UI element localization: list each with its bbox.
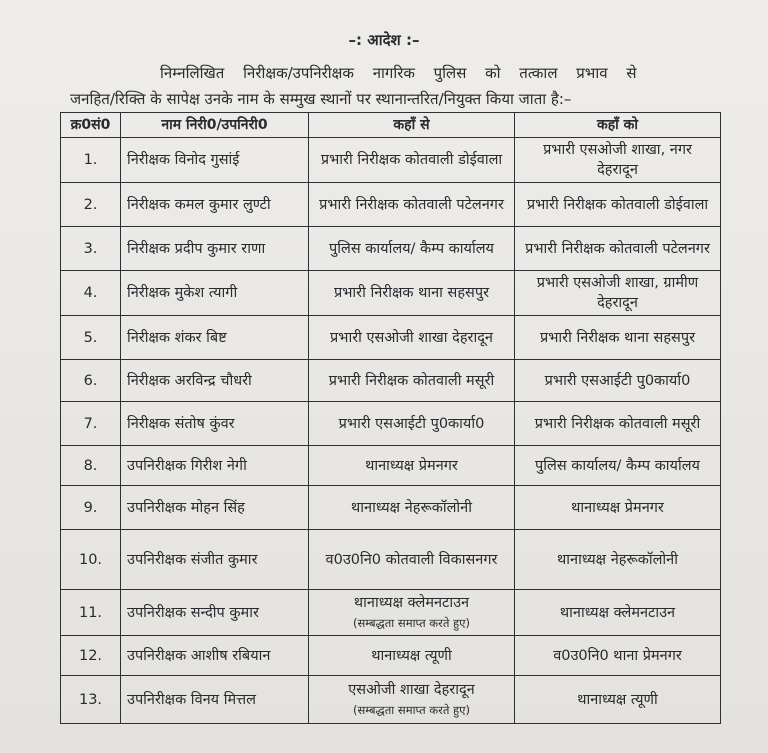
- order-heading: –: आदेश :–: [348, 31, 420, 49]
- to-posting-cell: थानाध्यक्ष नेहरूकॉलोनी: [515, 530, 721, 590]
- table-row: [61, 227, 721, 271]
- table-row: [61, 636, 721, 676]
- from-posting-text: प्रभारी निरीक्षक कोतवाली डोईवाला: [320, 152, 503, 168]
- to-posting-cell: व0उ0नि0 थाना प्रेमनगर: [515, 636, 721, 676]
- to-posting-cell: प्रभारी निरीक्षक कोतवाली डोईवाला: [515, 183, 721, 227]
- serial-cell: 4.: [61, 271, 121, 316]
- officer-name-cell: निरीक्षक कमल कुमार लुण्टी: [121, 183, 309, 227]
- serial-cell: 13.: [61, 676, 121, 724]
- table-row: [61, 316, 721, 360]
- from-posting-cell: [309, 360, 515, 402]
- from-posting-text: एसओजी शाखा देहरादून: [348, 681, 475, 698]
- to-posting-cell: पुलिस कार्यालय/ कैम्प कार्यालय: [515, 446, 721, 486]
- serial-cell: 3.: [61, 227, 121, 271]
- to-posting-cell: प्रभारी निरीक्षक कोतवाली मसूरी: [515, 402, 721, 446]
- from-posting-text: थानाध्यक्ष क्लेमनटाउन: [353, 594, 470, 611]
- officer-name-cell: निरीक्षक प्रदीप कुमार राणा: [121, 227, 309, 271]
- from-posting-text: प्रभारी निरीक्षक कोतवाली मसूरी: [328, 372, 495, 389]
- to-posting-cell: थानाध्यक्ष त्यूणी: [515, 676, 721, 724]
- serial-cell: 12.: [61, 636, 121, 676]
- officer-name-cell: उपनिरीक्षक विनय मित्तल: [121, 676, 309, 724]
- table-row: [61, 676, 721, 724]
- from-posting-cell: [309, 676, 515, 724]
- intro-paragraph: [70, 60, 710, 112]
- table-row: [61, 271, 721, 316]
- serial-cell: 1.: [61, 138, 121, 183]
- from-posting-cell: [309, 530, 515, 590]
- to-posting-cell: प्रभारी निरीक्षक थाना सहसपुर: [515, 316, 721, 360]
- from-posting-note: (सम्बद्धता समाप्त करते हुए): [352, 702, 471, 717]
- officer-name-cell: निरीक्षक मुकेश त्यागी: [121, 271, 309, 316]
- serial-cell: 6.: [61, 360, 121, 402]
- from-posting-text: थानाध्यक्ष नेहरूकॉलोनी: [351, 499, 472, 516]
- from-posting-cell: [309, 271, 515, 316]
- to-posting-cell: प्रभारी निरीक्षक कोतवाली पटेलनगर: [515, 227, 721, 271]
- table-row: [61, 446, 721, 486]
- from-posting-cell: [309, 316, 515, 360]
- serial-cell: 5.: [61, 316, 121, 360]
- table-row: [61, 138, 721, 183]
- serial-cell: 10.: [61, 530, 121, 590]
- officer-name-cell: निरीक्षक संतोष कुंवर: [121, 402, 309, 446]
- serial-cell: 9.: [61, 486, 121, 530]
- to-posting-cell: थानाध्यक्ष प्रेमनगर: [515, 486, 721, 530]
- from-posting-text: प्रभारी एसओजी शाखा देहरादून: [330, 329, 493, 346]
- officer-name-cell: निरीक्षक अरविन्द्र चौधरी: [121, 360, 309, 402]
- header-serial: क्र0सं0: [61, 113, 121, 138]
- to-posting-cell: थानाध्यक्ष क्लेमनटाउन: [515, 590, 721, 636]
- from-posting-text: प्रभारी निरीक्षक कोतवाली पटेलनगर: [319, 196, 504, 213]
- from-posting-text: प्रभारी निरीक्षक थाना सहसपुर: [333, 285, 490, 301]
- officer-name-cell: निरीक्षक विनोद गुसांई: [121, 138, 309, 183]
- header-from: कहाँ से: [309, 113, 515, 138]
- from-posting-cell: [309, 486, 515, 530]
- header-to: कहाँ को: [515, 113, 721, 138]
- serial-cell: 2.: [61, 183, 121, 227]
- from-posting-text: पुलिस कार्यालय/ कैम्प कार्यालय: [329, 240, 494, 257]
- table-row: [61, 530, 721, 590]
- from-posting-cell: [309, 227, 515, 271]
- from-posting-cell: [309, 590, 515, 636]
- table-row: [61, 590, 721, 636]
- from-posting-cell: [309, 138, 515, 183]
- officer-name-cell: उपनिरीक्षक संजीत कुमार: [121, 530, 309, 590]
- table-row: [61, 360, 721, 402]
- from-posting-cell: [309, 636, 515, 676]
- serial-cell: 7.: [61, 402, 121, 446]
- table-row: [61, 486, 721, 530]
- header-name: नाम निरी0/उपनिरी0: [121, 113, 309, 138]
- from-posting-cell: [309, 183, 515, 227]
- from-posting-cell: [309, 446, 515, 486]
- to-posting-cell: प्रभारी एसओजी शाखा, ग्रामीण देहरादून: [515, 271, 721, 316]
- table-row: [61, 183, 721, 227]
- transfer-table: [60, 112, 721, 724]
- from-posting-text: थानाध्यक्ष त्यूणी: [371, 647, 452, 664]
- officer-name-cell: उपनिरीक्षक मोहन सिंह: [121, 486, 309, 530]
- from-posting-note: (सम्बद्धता समाप्त करते हुए): [352, 615, 471, 630]
- from-posting-text: प्रभारी एसआईटी पु0कार्या0: [338, 415, 485, 432]
- intro-line-2: जनहित/रिक्ति के सापेक्ष उनके नाम के सम्मुख स्थानों पर स्थानान्तरित/नियुक्त किया जाता है:–: [70, 90, 572, 108]
- from-posting-text: थानाध्यक्ष प्रेमनगर: [365, 457, 458, 474]
- officer-name-cell: उपनिरीक्षक सन्दीप कुमार: [121, 590, 309, 636]
- to-posting-cell: प्रभारी एसओजी शाखा, नगर देहरादून: [515, 138, 721, 183]
- to-posting-cell: प्रभारी एसआईटी पु0कार्या0: [515, 360, 721, 402]
- table-header-row: [61, 113, 721, 138]
- from-posting-text: व0उ0नि0 कोतवाली विकासनगर: [325, 551, 498, 568]
- intro-line-1: निम्नलिखित निरीक्षक/उपनिरीक्षक नागरिक पुलिस को तत्काल प्रभाव से: [160, 64, 637, 82]
- officer-name-cell: निरीक्षक शंकर बिष्ट: [121, 316, 309, 360]
- serial-cell: 8.: [61, 446, 121, 486]
- officer-name-cell: उपनिरीक्षक गिरीश नेगी: [121, 446, 309, 486]
- table-row: [61, 402, 721, 446]
- from-posting-cell: [309, 402, 515, 446]
- serial-cell: 11.: [61, 590, 121, 636]
- officer-name-cell: उपनिरीक्षक आशीष रबियान: [121, 636, 309, 676]
